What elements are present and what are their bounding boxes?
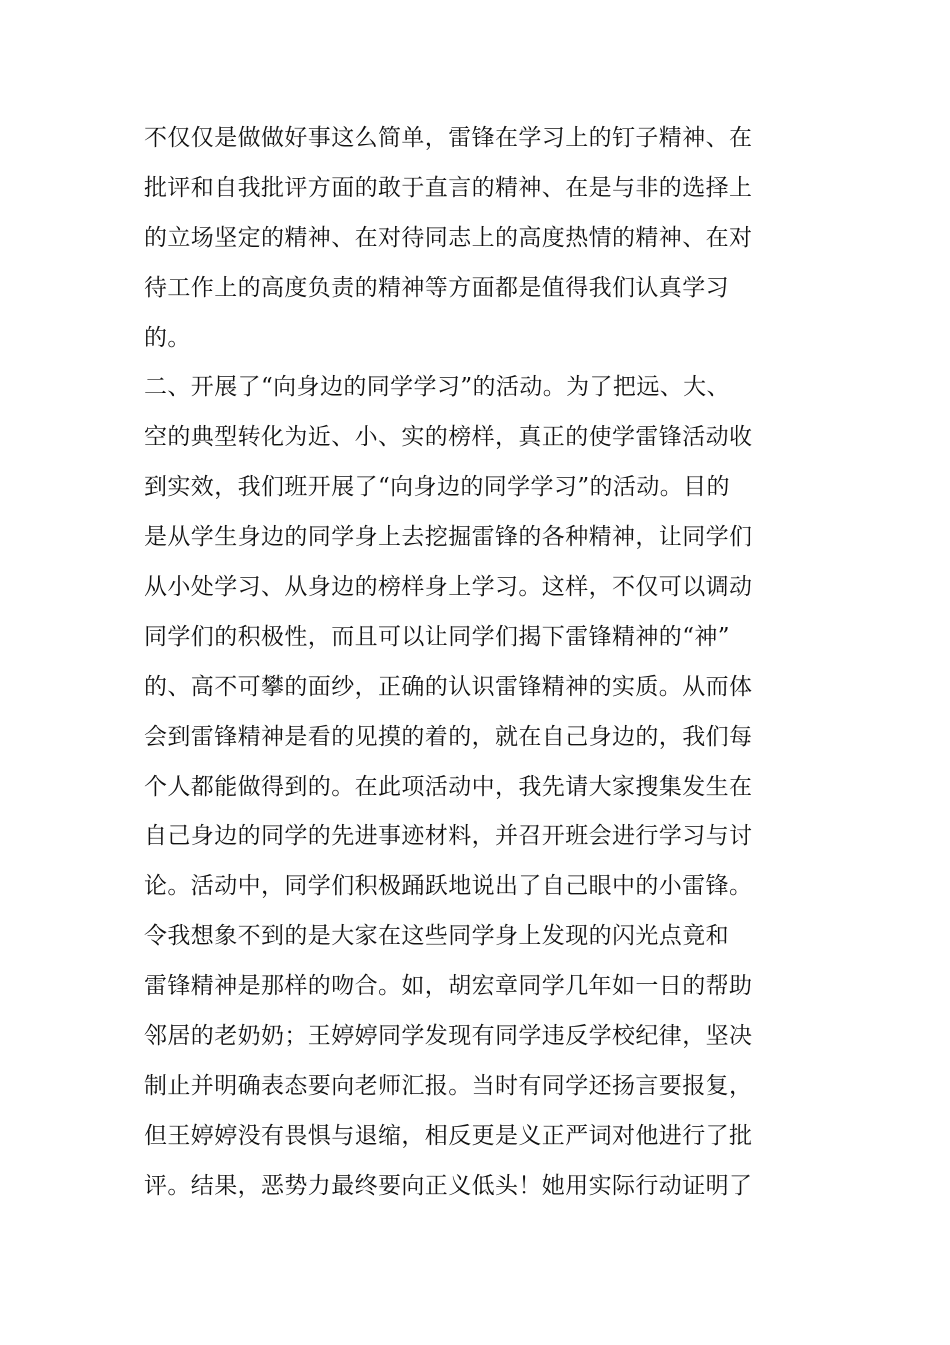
text-line: 是从学生身边的同学身上去挖掘雷锋的各种精神，让同学们	[144, 524, 753, 551]
text-line: 空的典型转化为近、小、实的榜样，真正的使学雷锋活动收	[144, 424, 753, 451]
text-line: 制止并明确表态要向老师汇报。当时有同学还扬言要报复，	[144, 1072, 753, 1099]
text-line: 评。结果，恶势力最终要向正义低头！她用实际行动证明了	[144, 1172, 753, 1199]
text-line: 雷锋精神是那样的吻合。如，胡宏章同学几年如一日的帮助	[144, 973, 753, 1000]
text-line: 的立场坚定的精神、在对待同志上的高度热情的精神、在对	[144, 224, 753, 251]
text-line: 批评和自我批评方面的敢于直言的精神、在是与非的选择上	[144, 174, 753, 201]
text-line: 从小处学习、从身边的榜样身上学习。这样，不仅可以调动	[144, 574, 753, 601]
text-line: 的、高不可攀的面纱，正确的认识雷锋精神的实质。从而体	[144, 673, 753, 700]
text-line: 令我想象不到的是大家在这些同学身上发现的闪光点竟和	[144, 923, 729, 950]
text-line: 待工作上的高度负责的精神等方面都是值得我们认真学习	[144, 274, 729, 301]
text-line: 会到雷锋精神是看的见摸的着的，就在自己身边的，我们每	[144, 723, 753, 750]
text-line: 二、开展了“向身边的同学学习”的活动。为了把远、大、	[144, 374, 730, 401]
text-line: 邻居的老奶奶；王婷婷同学发现有同学违反学校纪律，坚决	[144, 1023, 753, 1050]
text-line: 论。活动中，同学们积极踊跃地说出了自己眼中的小雷锋。	[144, 873, 753, 900]
text-line: 不仅仅是做做好事这么简单，雷锋在学习上的钉子精神、在	[144, 125, 753, 151]
text-line: 自己身边的同学的先进事迹材料，并召开班会进行学习与讨	[144, 823, 753, 850]
text-line: 的。	[144, 324, 191, 351]
text-line: 个人都能做得到的。在此项活动中，我先请大家搜集发生在	[144, 773, 753, 800]
text-line: 到实效，我们班开展了“向身边的同学学习”的活动。目的	[144, 474, 730, 501]
text-line: 同学们的积极性，而且可以让同学们揭下雷锋精神的“神”	[144, 623, 730, 650]
document-body	[144, 114, 764, 1212]
text-line: 但王婷婷没有畏惧与退缩，相反更是义正严词对他进行了批	[144, 1122, 753, 1149]
